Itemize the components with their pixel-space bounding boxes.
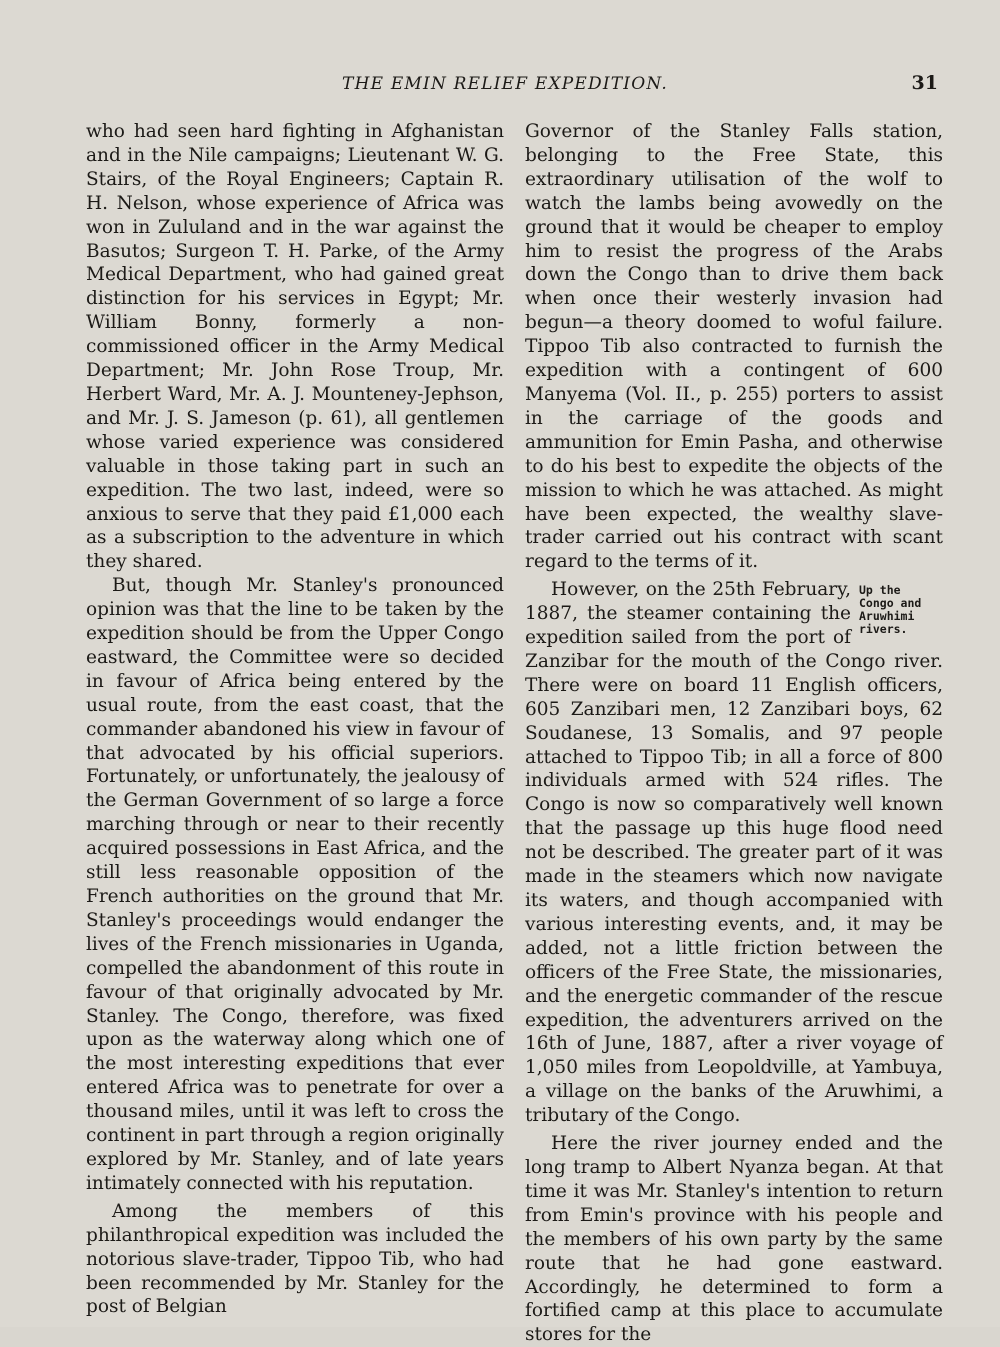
paragraph-governor: Governor of the Stanley Falls station, belonging to the Free State, this extraordinary utilisation of the wolf to watch the lambs being avowedly on the ground that it would be cheaper to employ him to resist the progress of the Arabs down the Congo than to drive them back when once their westerly invasion had begun—a theory doomed to woful failure. Tippoo Tib also contracted to furnish the expedition with a contingent of 600 Manyema (Vol. II., p. 255) porters to assist in the carriage of the goods and ammunition for Emin Pasha, and otherwise to do his best to expedite the objects of the mission to which he was attached. As might have been expected, the wealthy slave-trader carried out his contract with scant regard to the terms of it. — [525, 121, 943, 573]
sidenote-line: Aruwhimi — [859, 609, 915, 624]
paragraph-voyage-text: However, on the 25th February, 1887, the steamer containing the expedition sailed from the port of Zanzibar for the mouth of the Congo river. There were on board 11 English officers, 605 Zanzibari men, 12 Zanzibari boys, 62 Soudanese, 13 Somalis, and 97 people attached to Tippoo Tib; in all a force of 800 individuals armed with 524 rifles. The Congo is now so comparatively well known that the passage up this huge flood need not be described. The greater part of it was made in the steamers which now navigate its waters, and though accompanied with various interesting events, and, it may be added, not a little friction between the officers of the Free State, the missionaries, and the energetic commander of the rescue expedition, the adventurers arrived on the 16th of June, 1887, after a river voyage of 1,050 miles from Leopoldville, at Yambuya, a village on the banks of the Aruwhimi, a tributary of the Congo. — [525, 579, 943, 1127]
page-header — [0, 74, 1000, 104]
left-column — [86, 120, 504, 1319]
sidenote-line: Congo and — [859, 596, 922, 611]
paragraph-voyage — [525, 578, 943, 1128]
paragraph-route: But, though Mr. Stanley's pronounced opinion was that the line to be taken by the expedition should be from the Upper Congo eastward, the Committee were so decided in favour of Africa being entered by the usual route, from the east coast, that the commander abandoned his view in favour of that advocated by his official superiors. Fortunately, or unfortunately, the jealousy of the German Government of so large a force marching through or near to their recently acquired possessions in East Africa, and the still less reasonable opposition of the French authorities on the ground that Mr. Stanley's proceedings would endanger the lives of the French missionaries in Uganda, compelled the abandonment of this route in favour of that originally advocated by Mr. Stanley. The Congo, therefore, was fixed upon as the waterway along which one of the most interesting expeditions that ever entered Africa was to penetrate for over a thousand miles, until it was left to cross the continent in part through a region originally explored by Mr. Stanley, and of late years intimately connected with his reputation. — [86, 575, 504, 1194]
right-column — [525, 120, 943, 1347]
paragraph-continuation: who had seen hard fighting in Afghanistan and in the Nile campaigns; Lieutenant W. G. Stairs, of the Royal Engineers; Captain R. H. Nelson, whose experience of Africa was won in Zululand and in the war against the Basutos; Surgeon T. H. Parke, of the Army Medical Department, who had gained great distinction for his services in Egypt; Mr. William Bonny, formerly a non-commissioned officer in the Army Medical Department; Mr. John Rose Troup, Mr. Herbert Ward, Mr. A. J. Mounteney-Jephson, and Mr. J. S. Jameson (p. 61), all gentlemen whose varied experience was considered valuable in those taking part in such an expedition. The two last, indeed, were so anxious to serve that they paid £1,000 each as a subscription to the adventure in which they shared. — [86, 121, 504, 573]
paragraph-river-journey: Here the river journey ended and the long tramp to Albert Nyanza began. At that time it was Mr. Stanley's intention to return from Emin's province with his people and the members of his own party by the same route that he had gone eastward. Accordingly, he determined to form a fortified camp at this place to accumulate stores for the — [525, 1133, 943, 1346]
running-head: THE EMIN RELIEF EXPEDITION. — [342, 74, 668, 94]
paragraph-tippoo-tib: Among the members of this philanthropical expedition was included the notorious slave-trader, Tippoo Tib, who had been recommended by Mr. Stanley for the post of Belgian — [86, 1200, 504, 1318]
page-number: 31 — [911, 72, 938, 94]
sidenote-line: rivers. — [859, 622, 908, 637]
sidenote-line: Up the — [859, 583, 901, 598]
margin-sidenote — [859, 584, 943, 636]
